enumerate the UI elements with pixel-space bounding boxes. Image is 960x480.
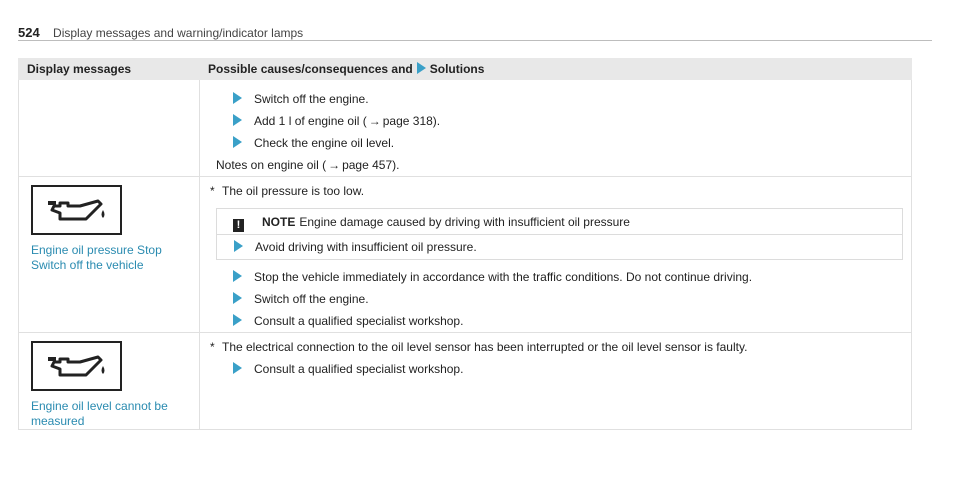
step-text: Switch off the engine. <box>254 292 369 306</box>
page-reference-link[interactable]: page 457). <box>342 158 400 172</box>
list-item <box>200 266 911 288</box>
step-text: Add 1 l of engine oil ( <box>254 114 367 128</box>
arrow-right-icon <box>233 292 242 304</box>
table-header-row <box>19 59 912 80</box>
asterisk-mark: * <box>210 340 215 354</box>
col-header-solutions <box>200 59 912 80</box>
arrow-right-icon <box>233 92 242 104</box>
cause-label: The electrical connection to the oil level sensor has been interrupted or the oil level sensor is faulty. <box>222 340 748 354</box>
notice-header <box>217 209 902 235</box>
cause-text <box>200 180 911 202</box>
cause-label: The oil pressure is too low. <box>222 184 365 198</box>
arrow-right-icon <box>233 314 242 326</box>
solutions-cell <box>200 177 912 333</box>
display-message-title: Engine oil pressure Stop <box>31 243 162 257</box>
notice-step-text: Avoid driving with insufficient oil pressure. <box>255 240 477 254</box>
notice-step <box>217 235 902 259</box>
list-item <box>200 358 911 380</box>
page-header <box>18 25 932 41</box>
step-text: Stop the vehicle immediately in accordance with the traffic conditions. Do not continue driving. <box>254 270 753 284</box>
asterisk-mark: * <box>210 184 215 198</box>
arrow-right-icon <box>417 62 426 74</box>
notice-tag: NOTE <box>262 215 296 229</box>
col-header-display-messages: Display messages <box>19 59 200 80</box>
display-cell-empty <box>19 80 200 177</box>
display-message-subtitle: Switch off the vehicle <box>31 258 144 272</box>
cross-reference-arrow-icon: → <box>328 158 341 172</box>
page-reference-link[interactable]: page 318). <box>382 114 441 128</box>
cause-text <box>200 336 911 358</box>
display-messages-table <box>18 58 912 430</box>
notice-box <box>216 208 903 260</box>
arrow-right-icon <box>233 362 242 374</box>
page-number: 524 <box>18 25 40 40</box>
col-header-causes-label: Possible causes/consequences and <box>208 62 413 76</box>
oil-can-icon <box>31 185 122 235</box>
list-item <box>200 110 911 132</box>
list-item <box>200 132 911 154</box>
arrow-right-icon <box>233 270 242 282</box>
list-item <box>200 88 911 110</box>
display-message-subtitle: measured <box>31 414 85 428</box>
step-text: Consult a qualified specialist workshop. <box>254 362 464 376</box>
notice-text: Engine damage caused by driving with insufficient oil pressure <box>299 215 630 229</box>
oil-can-icon <box>31 341 122 391</box>
solutions-cell <box>200 333 912 430</box>
cross-reference-arrow-icon: → <box>368 114 381 128</box>
solutions-cell <box>200 80 912 177</box>
arrow-right-icon <box>233 136 242 148</box>
arrow-right-icon <box>234 240 243 252</box>
page-title: Display messages and warning/indicator lamps <box>53 26 304 40</box>
list-item <box>200 288 911 310</box>
table-row <box>19 177 912 333</box>
display-cell <box>19 333 200 430</box>
note-text: Notes on engine oil ( <box>216 158 327 172</box>
notes-line <box>200 154 911 176</box>
table-row <box>19 333 912 430</box>
step-text: Check the engine oil level. <box>254 136 395 150</box>
step-text: Switch off the engine. <box>254 92 369 106</box>
col-header-solutions-label: Solutions <box>429 62 485 76</box>
arrow-right-icon <box>233 114 242 126</box>
display-message-title: Engine oil level cannot be <box>31 399 168 413</box>
step-text: Consult a qualified specialist workshop. <box>254 314 464 328</box>
display-cell <box>19 177 200 333</box>
list-item <box>200 310 911 332</box>
warning-exclamation-icon: ! <box>233 219 244 232</box>
table-row <box>19 80 912 177</box>
